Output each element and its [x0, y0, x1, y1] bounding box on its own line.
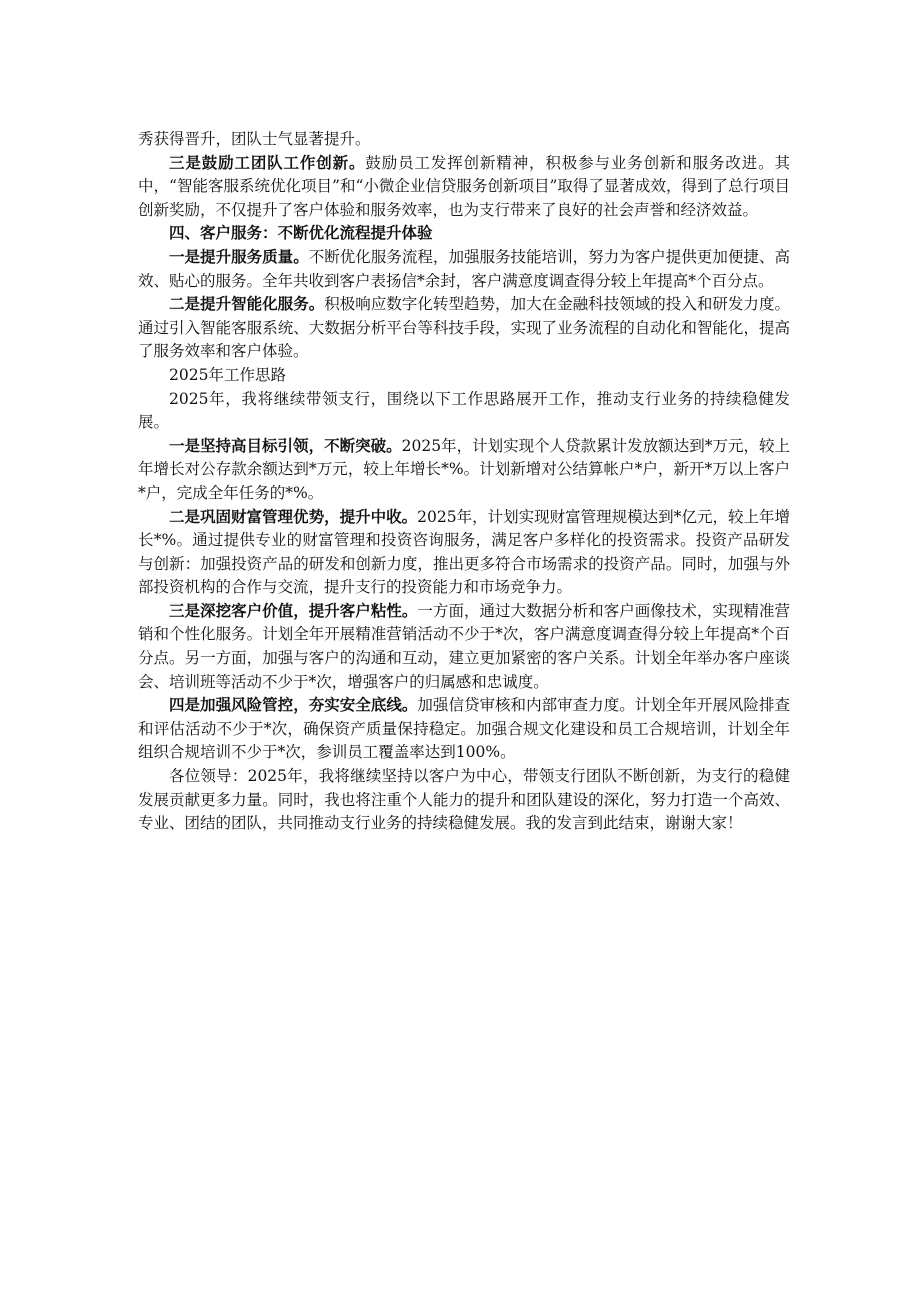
- paragraph-text: 2025年，我将继续带领支行，围绕以下工作思路展开工作，推动支行业务的持续稳健发展。: [138, 389, 790, 432]
- section-heading-customer-service: 四、客户服务：不断优化流程提升体验: [169, 224, 433, 243]
- paragraph-lead: 二是巩固财富管理优势，提升中收。: [169, 507, 418, 526]
- paragraph-text: 不断优化服务流程，加强服务技能培训，努力为客户提供更加便捷、高效、贴心的服务。全年共收到客户表扬信*余封，客户满意度调查得分较上年提高*个百分点。: [138, 247, 790, 290]
- paragraph-encourage-innovation: [138, 152, 790, 223]
- paragraph-text: 积极响应数字化转型趋势，加大在金融科技领域的投入和研发力度。通过引入智能客服系统、大数据分析平台等科技手段，实现了业务流程的自动化和智能化，提高了服务效率和客户体验。: [138, 295, 790, 361]
- paragraph-high-targets: [138, 435, 790, 506]
- paragraph-service-quality: [138, 246, 790, 293]
- section-heading-2025-plan: 2025年工作思路: [169, 365, 286, 384]
- paragraph-wealth-management: [138, 506, 790, 600]
- paragraph-lead: 一是坚持高目标引领，不断突破。: [169, 436, 402, 455]
- paragraph-lead: 二是提升智能化服务。: [169, 295, 325, 314]
- paragraph-lead: 四是加强风险管控，夯实安全底线。: [169, 696, 418, 715]
- paragraph-smart-service: [138, 293, 790, 364]
- paragraph-text: 2025年，计划实现财富管理规模达到*亿元，较上年增长*%。通过提供专业的财富管理和投资咨询服务，满足客户多样化的投资需求。投资产品研发与创新：加强投资产品的研发和创新力度，推出更多符合市场需求的投资产品。同时，加强与外部投资机构的合作与交流，提升支行的投资能力和市场竞争力。: [138, 507, 790, 597]
- paragraph-text: 各位领导：2025年，我将继续坚持以客户为中心，带领支行团队不断创新，为支行的稳健发展贡献更多力量。同时，我也将注重个人能力的提升和团队建设的深化，努力打造一个高效、专业、团结的团队，共同推动支行业务的持续稳健发展。我的发言到此结束，谢谢大家！: [138, 767, 790, 833]
- document-page: [138, 128, 790, 836]
- paragraph-text: 2025年，计划实现个人贷款累计发放额达到*万元，较上年增长对公存款余额达到*万元，较上年增长*%。计划新增对公结算帐户*户，新开*万以上客户*户，完成全年任务的*%。: [138, 436, 790, 502]
- paragraph-2025-intro: [138, 388, 790, 435]
- paragraph-text: 加强信贷审核和内部审查力度。计划全年开展风险排查和评估活动不少于*次，确保资产质量保持稳定。加强合规文化建设和员工合规培训，计划全年组织合规培训不少于*次，参训员工覆盖率达到100%。: [138, 696, 790, 762]
- paragraph-continuation: [138, 128, 790, 152]
- paragraph-risk-control: [138, 694, 790, 765]
- paragraph-customer-value: [138, 600, 790, 694]
- paragraph-text: 一方面，通过大数据分析和客户画像技术，实现精准营销和个性化服务。计划全年开展精准营销活动不少于*次，客户满意度调查得分较上年提高*个百分点。另一方面，加强与客户的沟通和互动，建立更加紧密的客户关系。计划全年举办客户座谈会、培训班等活动不少于*次，增强客户的归属感和忠诚度。: [138, 601, 790, 691]
- paragraph-lead: 三是鼓励工团队工作创新。: [169, 153, 366, 172]
- paragraph-text: 秀获得晋升，团队士气显著提升。: [138, 130, 371, 148]
- paragraph-closing-remarks: [138, 765, 790, 836]
- paragraph-lead: 三是深挖客户价值，提升客户粘性。: [169, 601, 418, 620]
- paragraph-lead: 一是提升服务质量。: [169, 247, 309, 266]
- paragraph-text: 鼓励员工发挥创新精神，积极参与业务创新和服务改进。其中，“智能客服系统优化项目”和“小微企业信贷服务创新项目”取得了显著成效，得到了总行项目创新奖励，不仅提升了客户体验和服务效率，也为支行带来了良好的社会声誉和经济效益。: [138, 153, 790, 219]
